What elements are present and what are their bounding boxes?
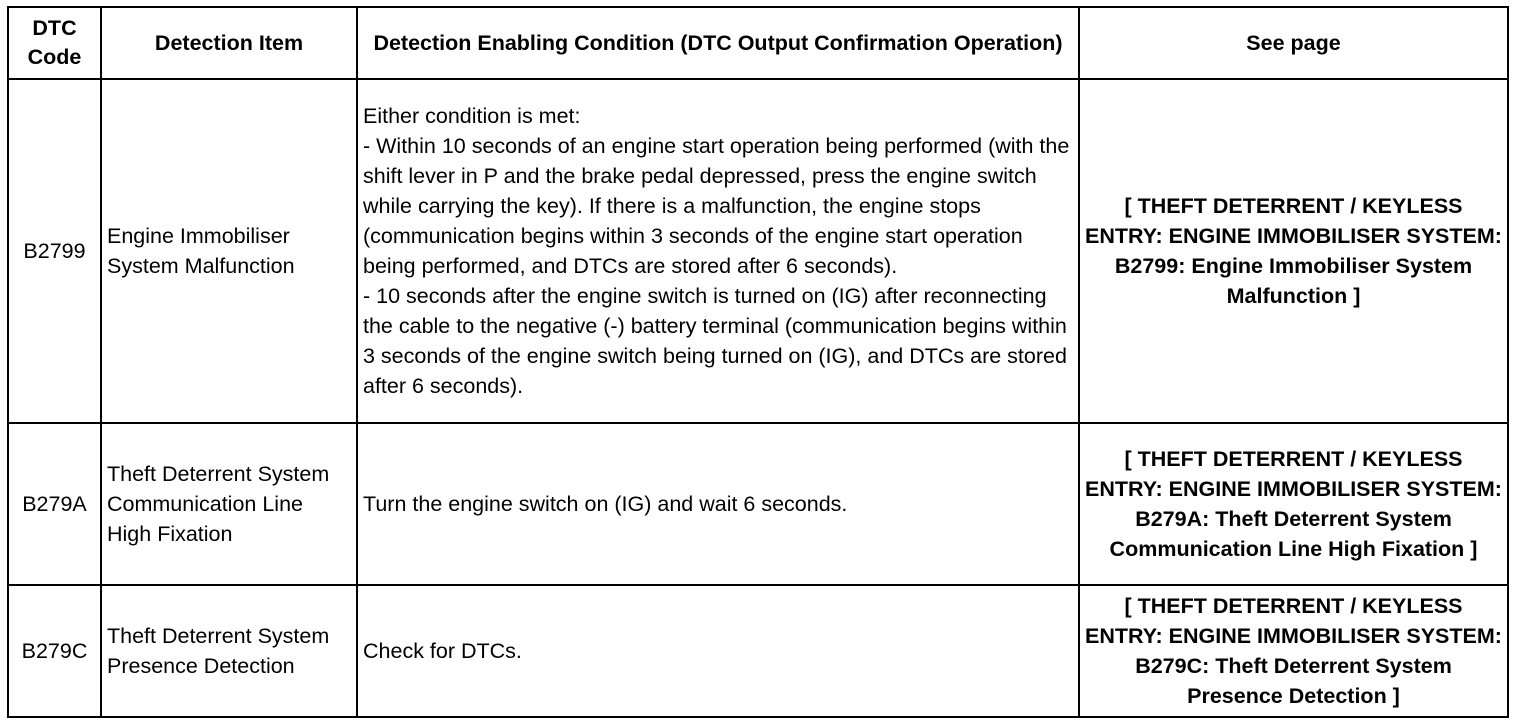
condition-line: Either condition is met:	[363, 104, 581, 128]
dtc-code-cell: B279C	[8, 585, 101, 717]
table-header-row	[8, 7, 1508, 79]
condition-line: - 10 seconds after the engine switch is turned on (IG) after reconnecting the cable to the negative (-) battery terminal (communication begins within 3 seconds of the engine switch being turned on (IG), and DTCs are stored after 6 seconds).	[363, 284, 1067, 398]
detection-item-cell: Theft Deterrent System Presence Detection	[101, 585, 357, 717]
header-detection-item: Detection Item	[101, 7, 357, 79]
table-row	[8, 79, 1508, 423]
header-detection-condition: Detection Enabling Condition (DTC Output Confirmation Operation)	[357, 7, 1079, 79]
see-page-link[interactable]: [ THEFT DETERRENT / KEYLESS ENTRY: ENGINE IMMOBILISER SYSTEM: B2799: Engine Immobiliser System Malfunction ]	[1079, 79, 1508, 423]
dtc-code-cell: B279A	[8, 423, 101, 585]
dtc-table	[7, 6, 1509, 718]
condition-line: Check for DTCs.	[363, 639, 522, 663]
condition-line: - Within 10 seconds of an engine start operation being performed (with the shift lever in P and the brake pedal depressed, press the engine switch while carrying the key). If there is a malfunction, the engine stops (communication begins within 3 seconds of the engine start operation being performed, and DTCs are stored after 6 seconds).	[363, 134, 1070, 278]
detection-condition-cell	[357, 79, 1079, 423]
see-page-link[interactable]: [ THEFT DETERRENT / KEYLESS ENTRY: ENGINE IMMOBILISER SYSTEM: B279C: Theft Deterrent System Presence Detection ]	[1079, 585, 1508, 717]
detection-item-cell: Theft Deterrent System Communication Line High Fixation	[101, 423, 357, 585]
header-dtc-code: DTC Code	[8, 7, 101, 79]
header-see-page: See page	[1079, 7, 1508, 79]
detection-item-cell: Engine Immobiliser System Malfunction	[101, 79, 357, 423]
dtc-code-cell: B2799	[8, 79, 101, 423]
table-row	[8, 423, 1508, 585]
table-row	[8, 585, 1508, 717]
detection-condition-cell	[357, 585, 1079, 717]
see-page-link[interactable]: [ THEFT DETERRENT / KEYLESS ENTRY: ENGINE IMMOBILISER SYSTEM: B279A: Theft Deterrent System Communication Line High Fixation ]	[1079, 423, 1508, 585]
condition-line: Turn the engine switch on (IG) and wait 6 seconds.	[363, 492, 848, 516]
detection-condition-cell	[357, 423, 1079, 585]
